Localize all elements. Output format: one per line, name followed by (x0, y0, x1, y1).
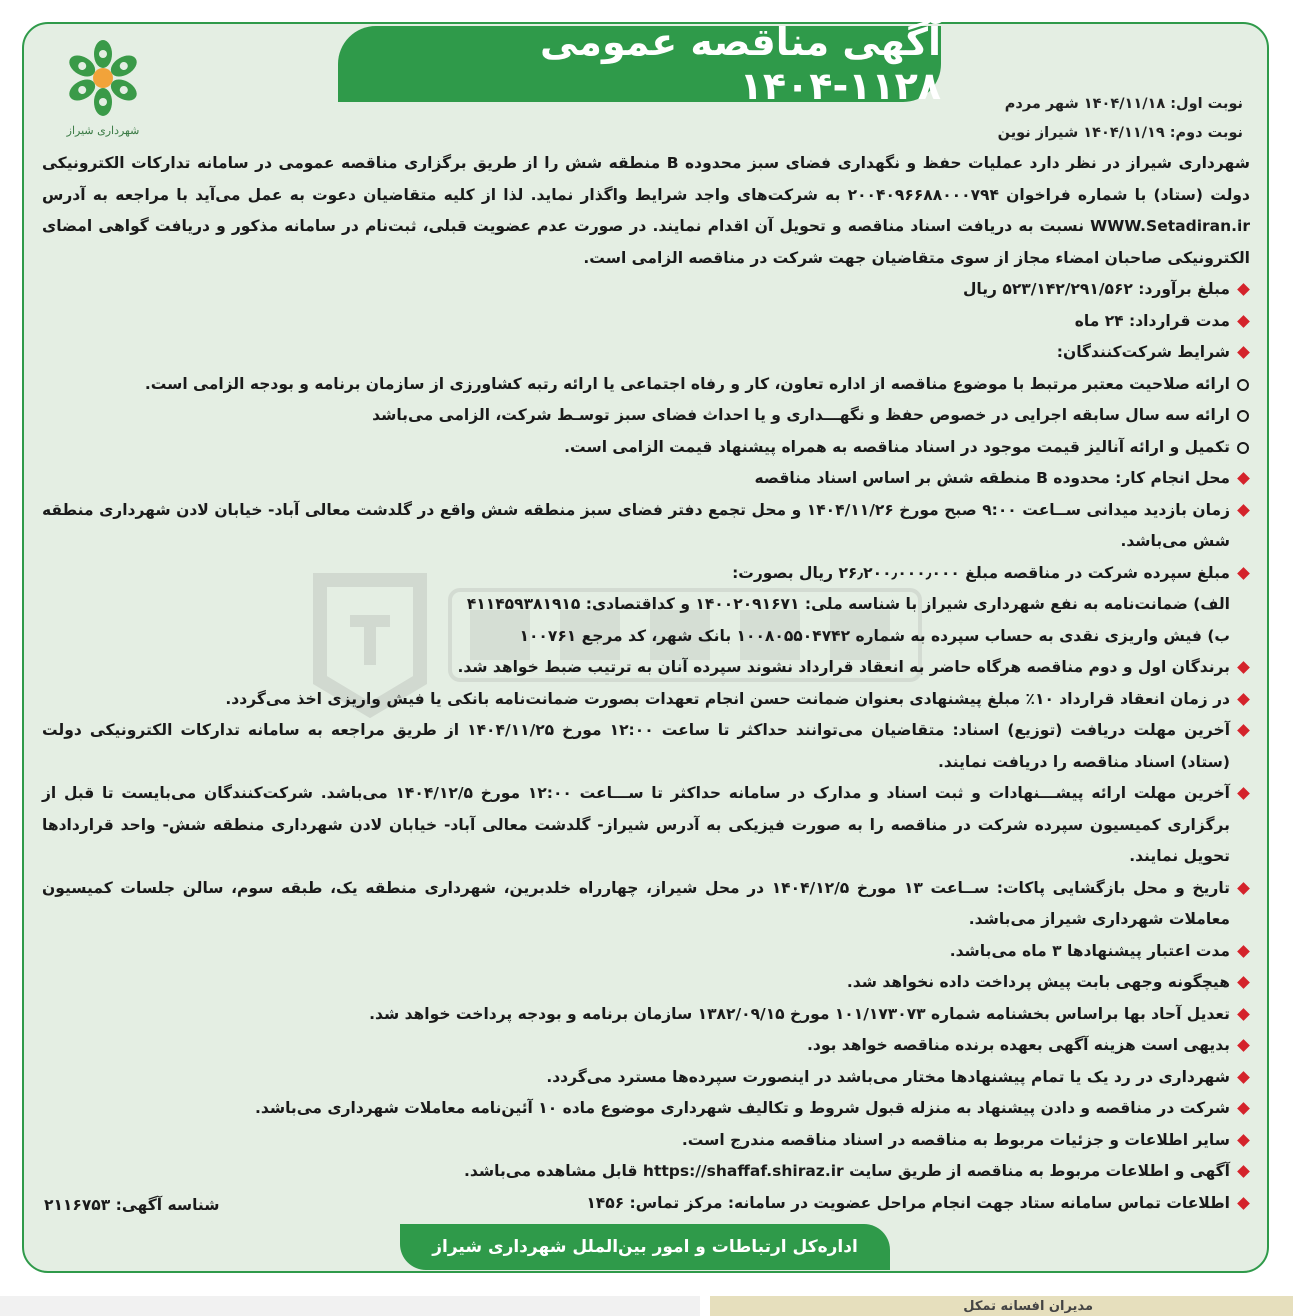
red-diamond-bullet-icon (1237, 945, 1250, 958)
red-diamond-bullet-icon (1237, 1102, 1250, 1115)
duration-item (42, 306, 1250, 338)
red-diamond-bullet-icon (1237, 315, 1250, 328)
condition-text: ارائه سه سال سابقه اجرایی در خصوص حفظ و نگهـــداری و یا احداث فضای سبز توسـط شرکت، الزامی می‌باشد (372, 406, 1230, 424)
red-diamond-bullet-icon (1237, 724, 1250, 737)
terms-text: هیچگونه وجهی بابت پیش پرداخت داده نخواهد شد. (846, 973, 1230, 991)
terms-text: آخرین مهلت ارائه پیشـــنهادات و ثبت اسناد و مدارک در سامانه حداکثر تا ســـاعت ۱۲:۰۰ مورخ ۱۴۰۴/۱۲/۵ می‌باشد. شرکت‌کنندگان می‌بایست تا قبل از برگزاری کمیسیون سپرده شرکت در مناقصه را به صورت فیزیکی به آدرس شیراز- گلدشت معالی آباد- خیابان لادن شهرداری منطقه شش- واحد قراردادها تحویل نمایند. (42, 784, 1230, 865)
terms-text: شرکت در مناقصه و دادن پیشنهاد به منزله قبول شروط و تکالیف شهرداری موضوع ماده ۱۰ آئین‌نامه معاملات شهرداری می‌باشد. (254, 1099, 1230, 1117)
terms-text: بدیهی است هزینه آگهی بعهده برنده مناقصه خواهد بود. (807, 1036, 1230, 1054)
title-banner (338, 20, 941, 108)
red-diamond-bullet-icon (1237, 1165, 1250, 1178)
location-item (42, 463, 1250, 495)
circle-bullet-icon (1237, 379, 1249, 391)
terms-text: در زمان انعقاد قرارداد ۱۰٪ مبلغ پیشنهادی بعنوان ضمانت حسن انجام تعهدات بصورت ضمانت‌نامه بانکی یا فیش واریزی اخذ می‌گردد. (225, 689, 1230, 708)
shiraz-municipality-logo (58, 36, 148, 146)
terms-item (42, 1062, 1250, 1094)
red-diamond-bullet-icon (1237, 346, 1250, 359)
red-diamond-bullet-icon (1237, 787, 1250, 800)
deposit-option-a: الف) ضمانت‌نامه به نفع شهرداری شیراز با شناسه ملی: ۱۴۰۰۲۰۹۱۶۷۱ و کداقتصادی: ۴۱۱۴۵۹۳۸۱۹۱۵ (466, 595, 1230, 613)
terms-text: آخرین مهلت دریافت (توزیع) اسناد: متقاضیان می‌توانند حداکثر تا ساعت ۱۲:۰۰ مورخ ۱۴۰۴/۱۱/۲۵ از طریق مراجعه به سامانه تدارکات الکترونیکی دولت (ستاد) اسناد مناقصه را دریافت نمایند. (42, 721, 1231, 771)
terms-item (42, 967, 1250, 999)
deposit-item (42, 558, 1250, 590)
svg-text:شهرداری شیراز: شهرداری شیراز (66, 124, 140, 137)
condition-item (42, 400, 1250, 432)
intro-paragraph: شهرداری شیراز در نظر دارد عملیات حفظ و نگهداری فضای سبز محدوده B منطقه شش را از طریق برگزاری مناقصه عمومی در سامانه تدارکات الکترونیکی دولت (ستاد) با شماره فراخوان ۲۰۰۴۰۹۶۶۸۸۰۰۰۷۹۴ به شرکت‌های واجد شرایط واگذار نماید. لذا از کلیه متقاضیان دعوت به عمل می‌آید با مراجعه به آدرس WWW.Setadiran.ir نسبت به دریافت اسناد مناقصه و تحویل آن اقدام نمایند. در صورت عدم عضویت قبلی، ثبت‌نام در سامانه مذکور و دریافت گواهی امضای الکترونیکی صاحبان امضاء مجاز از سوی متقاضیان جهت شرکت در مناقصه الزامی است. (42, 154, 1251, 267)
terms-item (42, 1125, 1250, 1157)
terms-item (42, 778, 1250, 873)
next-ad-snippet: مدیران افسانه تمکل (963, 1299, 1093, 1314)
terms-text: اطلاعات تماس سامانه ستاد جهت انجام مراحل عضویت در سامانه: مرکز تماس: ۱۴۵۶ (586, 1193, 1230, 1212)
terms-item (42, 1156, 1250, 1188)
red-diamond-bullet-icon (1237, 472, 1250, 485)
condition-item (42, 369, 1250, 401)
terms-text: شهرداری در رد یک یا تمام پیشنهادها مختار می‌باشد در اینصورت سپرده‌ها مسترد می‌گردد. (546, 1067, 1230, 1086)
visit-item (42, 495, 1250, 558)
conditions-title-item (42, 337, 1250, 369)
next-ad-strip (710, 1296, 1293, 1316)
red-diamond-bullet-icon (1237, 567, 1250, 580)
deposit-title: مبلغ سپرده شرکت در مناقصه مبلغ ۲۶٫۲۰۰٫۰۰۰٫۰۰۰ ریال بصورت: (732, 563, 1230, 582)
terms-text: آگهی و اطلاعات مربوط به مناقصه از طریق سایت https://shaffaf.shiraz.ir قابل مشاهده می‌باشد. (464, 1162, 1230, 1180)
circle-bullet-icon (1237, 442, 1249, 454)
condition-text: ارائه صلاحیت معتبر مرتبط با موضوع مناقصه از اداره تعاون، کار و رفاه اجتماعی یا ارائه رتبه کشاورزی از سازمان برنامه و بودجه الزامی است. (144, 374, 1230, 393)
red-diamond-bullet-icon (1237, 1008, 1250, 1021)
bottom-gray-strip (0, 1296, 700, 1316)
visit-text: زمان بازدید میدانی ســاعت ۹:۰۰ صبح مورخ ۱۴۰۴/۱۱/۲۶ و محل تجمع دفتر فضای سبز منطقه شش واقع در گلدشت معالی آباد- خیابان لادن شهرداری منطقه شش می‌باشد. (42, 500, 1231, 550)
location-text: محل انجام کار: محدوده B منطقه شش بر اساس اسناد مناقصه (754, 469, 1230, 487)
terms-text: مدت اعتبار پیشنهادها ۳ ماه می‌باشد. (949, 941, 1230, 960)
terms-item (42, 652, 1250, 684)
circle-bullet-icon (1237, 410, 1249, 422)
red-diamond-bullet-icon (1237, 693, 1250, 706)
terms-text: برندگان اول و دوم مناقصه هرگاه حاضر به انعقاد قرارداد نشوند سپرده آنان به ترتیب ضبط خواهد شد. (457, 658, 1230, 676)
red-diamond-bullet-icon (1237, 1071, 1250, 1084)
ad-title: آگهی مناقصه عمومی ۱۱۲۸-۱۴۰۴ (539, 20, 941, 108)
estimate-text: مبلغ برآورد: ۵۲۳/۱۴۲/۲۹۱/۵۶۲ ریال (962, 280, 1230, 298)
red-diamond-bullet-icon (1237, 1197, 1250, 1210)
second-run: نوبت دوم: ۱۴۰۴/۱۱/۱۹ شیراز نوین (997, 125, 1243, 141)
red-diamond-bullet-icon (1237, 1134, 1250, 1147)
terms-item (42, 715, 1250, 778)
estimate-item (42, 274, 1250, 306)
terms-item (42, 1093, 1250, 1125)
red-diamond-bullet-icon (1237, 882, 1250, 895)
terms-text: تاریخ و محل بازگشایی پاکات: ســاعت ۱۳ مورخ ۱۴۰۴/۱۲/۵ در محل شیراز، چهارراه خلدبرین، شهرداری منطقه یک، طبقه سوم، سالن جلسات کمیسیون معاملات شهرداری شیراز می‌باشد. (42, 878, 1230, 928)
duration-text: مدت قرارداد: ۲۴ ماه (1074, 311, 1230, 330)
conditions-title: شرایط شرکت‌کنندگان: (1056, 343, 1230, 361)
footer-banner (400, 1224, 890, 1270)
terms-item (42, 1188, 1250, 1220)
first-run: نوبت اول: ۱۴۰۴/۱۱/۱۸ شهر مردم (1004, 96, 1243, 112)
deposit-option-b: ب) فیش واریزی نقدی به حساب سپرده به شماره ۱۰۰۸۰۵۵۰۴۷۴۲ بانک شهر، کد مرجع ۱۰۰۷۶۱ (519, 626, 1230, 645)
ad-id: شناسه آگهی: ۲۱۱۶۷۵۳ (44, 1196, 220, 1214)
ad-body (42, 148, 1250, 1219)
red-diamond-bullet-icon (1237, 504, 1250, 517)
red-diamond-bullet-icon (1237, 283, 1250, 296)
terms-text: سایر اطلاعات و جزئیات مربوط به مناقصه در اسناد مناقصه مندرج است. (681, 1130, 1230, 1149)
terms-item (42, 873, 1250, 936)
publication-runs (863, 90, 1243, 148)
terms-item (42, 936, 1250, 968)
condition-text: تکمیل و ارائه آنالیز قیمت موجود در اسناد مناقصه به همراه پیشنهاد قیمت الزامی است. (564, 437, 1230, 456)
condition-item (42, 432, 1250, 464)
red-diamond-bullet-icon (1237, 1039, 1250, 1052)
terms-item (42, 684, 1250, 716)
red-diamond-bullet-icon (1237, 661, 1250, 674)
terms-item (42, 1030, 1250, 1062)
footer-text: اداره‌کل ارتباطات و امور بین‌الملل شهرداری شیراز (432, 1237, 858, 1257)
terms-text: تعدیل آحاد بها براساس بخشنامه شماره ۱۰۱/۱۷۳۰۷۳ مورخ ۱۳۸۲/۰۹/۱۵ سازمان برنامه و بودجه پرداخت خواهد شد. (369, 1004, 1230, 1023)
red-diamond-bullet-icon (1237, 976, 1250, 989)
terms-item (42, 999, 1250, 1031)
